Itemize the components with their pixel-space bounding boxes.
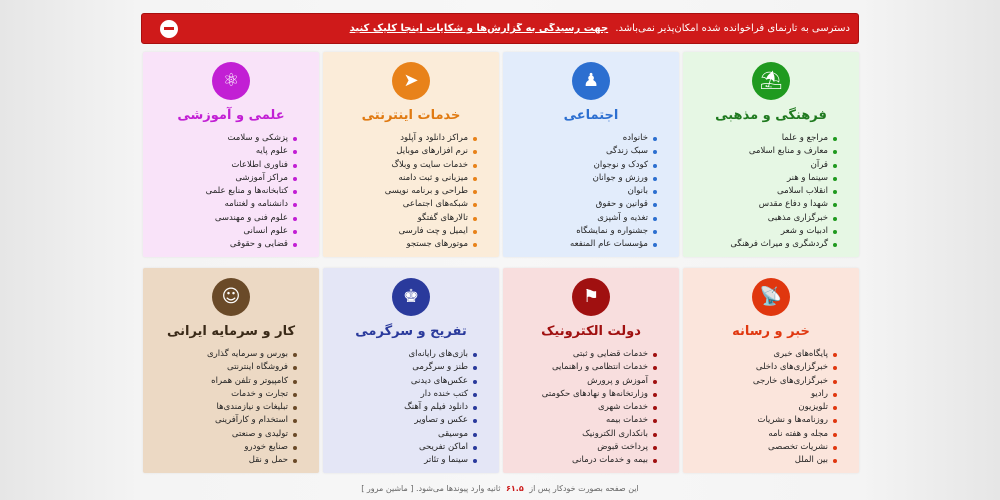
link-item[interactable]: قرآن [693, 159, 837, 172]
link-item[interactable]: صنایع خودرو [153, 441, 297, 454]
link-item[interactable]: بورس و سرمایه گذاری [153, 348, 297, 361]
link-item[interactable]: دانلود فیلم و آهنگ [333, 401, 477, 414]
link-item[interactable]: گردشگری و میراث فرهنگی [693, 238, 837, 251]
category-card-services[interactable] [323, 52, 499, 257]
link-item[interactable]: روزنامه‌ها و نشریات [693, 414, 837, 427]
category-links [333, 132, 477, 252]
mosque-icon: ⛱ [752, 62, 790, 100]
link-item[interactable]: تلویزیون [693, 401, 837, 414]
link-item[interactable]: علوم فنی و مهندسی [153, 212, 297, 225]
link-item[interactable]: ایمیل و چت فارسی [333, 225, 477, 238]
link-item[interactable]: تغذیه و آشپزی [513, 212, 657, 225]
link-item[interactable]: علوم انسانی [153, 225, 297, 238]
link-item[interactable]: مراکز دانلود و آپلود [333, 132, 477, 145]
link-item[interactable]: خبرگزاری‌های داخلی [693, 361, 837, 374]
link-item[interactable]: تولیدی و صنعتی [153, 428, 297, 441]
category-card-culture[interactable] [683, 52, 859, 257]
link-item[interactable]: کودک و نوجوان [513, 159, 657, 172]
satellite-dish-icon: 📡 [752, 278, 790, 316]
link-item[interactable]: انقلاب اسلامی [693, 185, 837, 198]
rocket-icon: ➤ [392, 62, 430, 100]
link-item[interactable]: طراحی و برنامه نویسی [333, 185, 477, 198]
link-item[interactable]: خدمات بیمه [513, 414, 657, 427]
link-item[interactable]: قضایی و حقوقی [153, 238, 297, 251]
link-item[interactable]: شهدا و دفاع مقدس [693, 198, 837, 211]
category-title: فرهنگی و مذهبی [715, 108, 827, 123]
link-item[interactable]: پزشکی و سلامت [153, 132, 297, 145]
family-icon: ♟ [572, 62, 610, 100]
link-item[interactable]: موتورهای جستجو [333, 238, 477, 251]
alert-text: دسترسی به تارنمای فراخوانده شده امکان‌پذیر نمی‌باشد. [615, 23, 850, 34]
link-item[interactable]: مراکز آموزشی [153, 172, 297, 185]
link-item[interactable]: معارف و منابع اسلامی [693, 145, 837, 158]
redirect-text-after[interactable]: ثانیه وارد پیوندها می‌شود. [ ماشین مرور ] [361, 484, 501, 493]
link-item[interactable]: خدمات سایت و وبلاگ [333, 159, 477, 172]
link-item[interactable]: آموزش و پرورش [513, 375, 657, 388]
link-item[interactable]: خانواده [513, 132, 657, 145]
link-item[interactable]: پایگاه‌های خبری [693, 348, 837, 361]
link-item[interactable]: پرداخت قبوض [513, 441, 657, 454]
category-card-social[interactable] [503, 52, 679, 257]
link-item[interactable]: خبرگزاری‌های خارجی [693, 375, 837, 388]
link-item[interactable]: فناوری اطلاعات [153, 159, 297, 172]
link-item[interactable]: خدمات انتظامی و راهنمایی [513, 361, 657, 374]
category-links [513, 348, 657, 468]
joystick-icon: ♚ [392, 278, 430, 316]
category-title: علمی و آموزشی [177, 108, 285, 123]
link-item[interactable]: اماکن تفریحی [333, 441, 477, 454]
link-item[interactable]: مؤسسات عام المنفعه [513, 238, 657, 251]
link-item[interactable]: عکس‌های دیدنی [333, 375, 477, 388]
category-title: خبر و رسانه [732, 324, 810, 339]
category-card-egov[interactable] [503, 268, 679, 473]
link-item[interactable]: وزارتخانه‌ها و نهادهای حکومتی [513, 388, 657, 401]
category-title: دولت الکترونیک [541, 324, 641, 339]
link-item[interactable]: نشریات تخصصی [693, 441, 837, 454]
access-denied-alert [141, 13, 859, 44]
category-links [333, 348, 477, 468]
link-item[interactable]: تبلیغات و نیازمندی‌ها [153, 401, 297, 414]
link-item[interactable]: رادیو [693, 388, 837, 401]
link-item[interactable]: کتابخانه‌ها و منابع علمی [153, 185, 297, 198]
category-links [153, 132, 297, 252]
atom-icon: ⚛ [212, 62, 250, 100]
link-item[interactable]: سینما و تئاتر [333, 454, 477, 467]
link-item[interactable]: طنز و سرگرمی [333, 361, 477, 374]
link-item[interactable]: استخدام و کارآفرینی [153, 414, 297, 427]
link-item[interactable]: ادبیات و شعر [693, 225, 837, 238]
link-item[interactable]: سبک زندگی [513, 145, 657, 158]
category-links [693, 132, 837, 252]
link-item[interactable]: حمل و نقل [153, 454, 297, 467]
link-item[interactable]: شبکه‌های اجتماعی [333, 198, 477, 211]
link-item[interactable]: خبرگزاری مذهبی [693, 212, 837, 225]
link-item[interactable]: مراجع و علما [693, 132, 837, 145]
link-item[interactable]: تجارت و خدمات [153, 388, 297, 401]
link-item[interactable]: مجله و هفته نامه [693, 428, 837, 441]
link-item[interactable]: خدمات شهری [513, 401, 657, 414]
category-title: کار و سرمایه ایرانی [166, 324, 296, 339]
link-item[interactable]: خدمات قضایی و ثبتی [513, 348, 657, 361]
category-title: تفریح و سرگرمی [355, 324, 467, 339]
category-card-science[interactable] [143, 52, 319, 257]
link-item[interactable]: بانکداری الکترونیک [513, 428, 657, 441]
category-card-fun[interactable] [323, 268, 499, 473]
worker-icon: ☺ [212, 278, 250, 316]
link-item[interactable]: دانشنامه و لغتنامه [153, 198, 297, 211]
minus-circle-icon[interactable] [160, 20, 178, 38]
link-item[interactable]: قوانین و حقوق [513, 198, 657, 211]
link-item[interactable]: تالارهای گفتگو [333, 212, 477, 225]
category-links [693, 348, 837, 468]
link-item[interactable]: جشنواره و نمایشگاه [513, 225, 657, 238]
link-item[interactable]: موسیقی [333, 428, 477, 441]
redirect-notice [0, 484, 1000, 493]
link-item[interactable]: کتب خنده دار [333, 388, 477, 401]
countdown-seconds: ۶۱.۵ [506, 484, 524, 493]
link-item[interactable]: بازی‌های رایانه‌ای [333, 348, 477, 361]
redirect-text-before: این صفحه بصورت خودکار پس از [529, 484, 639, 493]
link-item[interactable]: فروشگاه اینترنتی [153, 361, 297, 374]
category-title: اجتماعی [563, 108, 619, 123]
category-card-business[interactable] [143, 268, 319, 473]
iran-map-icon: ⚑ [572, 278, 610, 316]
link-item[interactable]: نرم افزارهای موبایل [333, 145, 477, 158]
link-item[interactable]: ورزش و جوانان [513, 172, 657, 185]
category-card-news[interactable] [683, 268, 859, 473]
category-links [153, 348, 297, 468]
link-item[interactable]: بانوان [513, 185, 657, 198]
link-item[interactable]: علوم پایه [153, 145, 297, 158]
link-item[interactable]: بیمه و خدمات درمانی [513, 454, 657, 467]
link-item[interactable]: کامپیوتر و تلفن همراه [153, 375, 297, 388]
complaint-link[interactable]: جهت رسیدگی به گزارش‌ها و شکایات اینجا کلیک کنید [349, 23, 609, 34]
link-item[interactable]: عکس و تصاویر [333, 414, 477, 427]
category-title: خدمات اینترنتی [361, 108, 461, 123]
link-item[interactable]: بین الملل [693, 454, 837, 467]
link-item[interactable]: سینما و هنر [693, 172, 837, 185]
category-links [513, 132, 657, 252]
link-item[interactable]: میزبانی و ثبت دامنه [333, 172, 477, 185]
